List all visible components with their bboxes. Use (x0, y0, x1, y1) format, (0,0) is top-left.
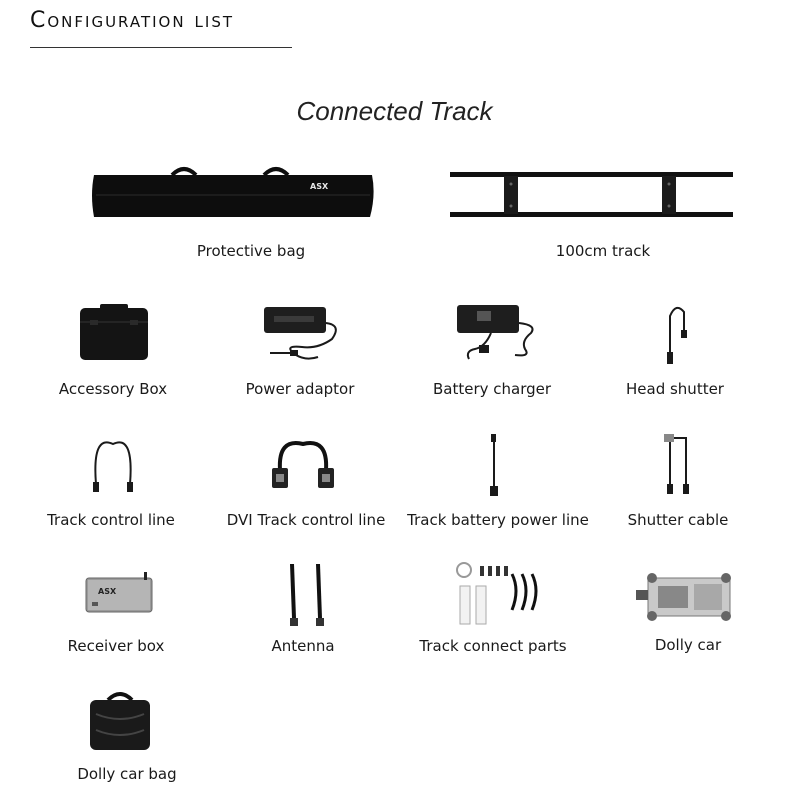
item-label-shutter-cable: Shutter cable (627, 511, 729, 529)
track-connect-parts-image (450, 560, 546, 628)
item-label-head-shutter: Head shutter (626, 380, 724, 398)
item-label-antenna: Antenna (271, 637, 335, 655)
protective-bag-image (84, 165, 378, 225)
item-label-100cm-track: 100cm track (555, 242, 651, 260)
item-label-track-battery-power-line: Track battery power line (407, 511, 589, 529)
antenna-image (282, 560, 328, 628)
shutter-cable-image (658, 432, 698, 498)
battery-charger-image (455, 303, 537, 365)
svg-text:ASX: ASX (310, 182, 329, 191)
item-label-track-connect-parts: Track connect parts (419, 637, 567, 655)
dolly-car-image (634, 572, 744, 624)
item-label-power-adaptor: Power adaptor (245, 380, 355, 398)
item-label-battery-charger: Battery charger (432, 380, 552, 398)
receiver-box-image (84, 572, 156, 614)
accessory-box-image (78, 302, 150, 362)
item-label-track-control-line: Track control line (47, 511, 175, 529)
item-label-dolly-car-bag: Dolly car bag (77, 765, 177, 783)
page-title: Configuration list (30, 8, 235, 33)
item-label-dolly-car: Dolly car (654, 636, 722, 654)
item-label-dvi-track-control-line: DVI Track control line (226, 511, 386, 529)
item-label-protective-bag: Protective bag (196, 242, 306, 260)
svg-text:ASX: ASX (98, 587, 117, 596)
item-label-accessory-box: Accessory Box (58, 380, 168, 398)
head-shutter-image (660, 302, 692, 366)
section-subtitle: Connected Track (296, 96, 493, 126)
dvi-track-control-line-image (268, 440, 338, 496)
power-adaptor-image (262, 305, 342, 365)
track-image (450, 170, 733, 220)
track-control-line-image (88, 440, 138, 496)
title-underline (30, 47, 292, 48)
item-label-receiver-box: Receiver box (67, 637, 165, 655)
dolly-car-bag-image (88, 690, 152, 752)
track-battery-power-line-image (484, 432, 504, 498)
